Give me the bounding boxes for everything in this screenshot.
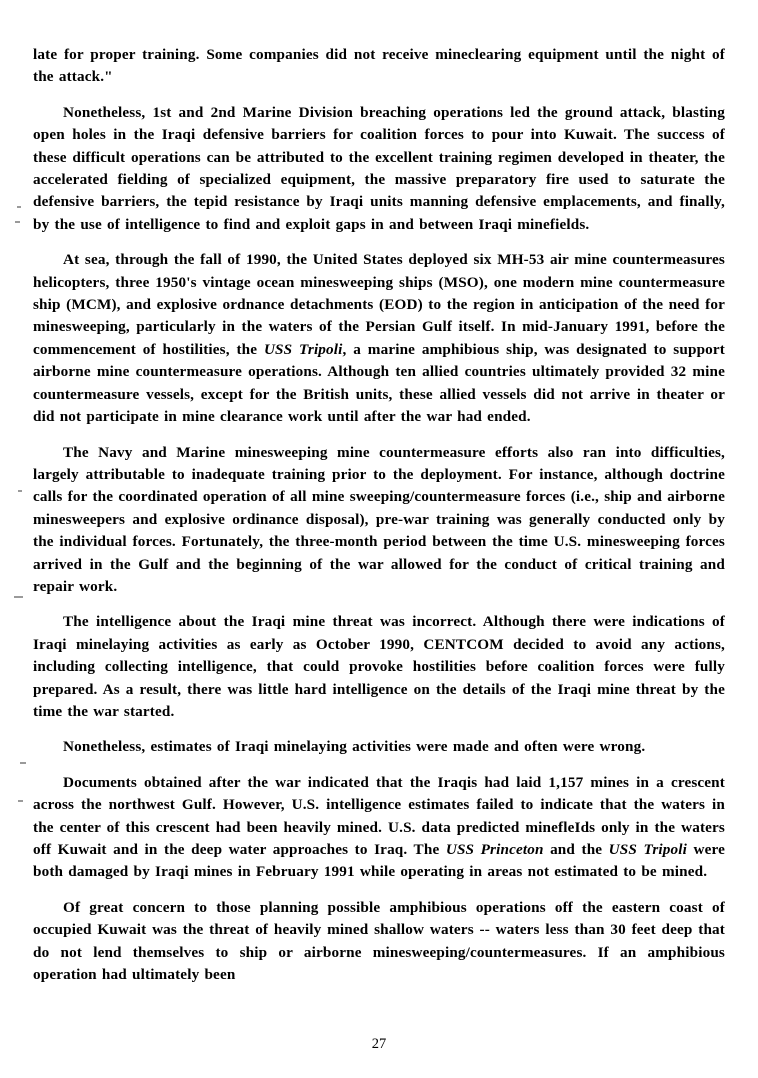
scan-artifact	[18, 800, 23, 802]
paragraph-navy-marine-minesweeping: The Navy and Marine minesweeping mine countermeasure efforts also ran into difficulties, largely attributable to inadequate training prior to the deployment. For instance, although doctrine calls for the coordinated operation of all mine sweeping/countermeasure forces (i.e., ship and airborne minesweepers and explosive ordinance disposal), pre-war training was generally conducted only by the individual forces. Fortunately, the three-month period between the time U.S. minesweeping forces arrived in the Gulf and the beginning of the war allowed for the conduct of critical training and repair work.	[33, 443, 725, 595]
paragraph-amphibious-operations: Of great concern to those planning possible amphibious operations off the eastern coast of occupied Kuwait was the threat of heavily mined shallow waters -- waters less than 30 feet deep that do not lend themselves to ship or airborne minesweeping/countermeasures. If an amphibious operation had ultimately been	[33, 898, 725, 984]
paragraph-text-segment: , a marine amphibious ship, was designated to support airborne mine countermeasure operations. Although ten allied countries ultimately provided 32 mine countermeasure vessels, except for the British units, these allied vessels did not arrive in theater or did not participate in mine clearance work until after the war had ended.	[33, 340, 726, 426]
paragraph-text-segment: At sea, through the fall of 1990, the United States deployed six MH-53 air mine countermeasures helicopters, three 1950's vintage ocean minesweeping ships (MSO), one modern mine countermeasure ship (MCM), and explosive ordnance detachments (EOD) to the region in anticipation of the need for minesweeping, particularly in the waters of the Persian Gulf itself. In mid-January 1991, before the commencement of hostilities, the	[33, 251, 725, 358]
scan-artifact	[20, 762, 26, 764]
paragraph-intelligence: The intelligence about the Iraqi mine threat was incorrect. Although there were indications of Iraqi minelaying activities as early as October 1990, CENTCOM decided to avoid any actions, including collecting intelligence, that could provoke hostilities before coalition forces were fully prepared. As a result, there was little hard intelligence on the details of the Iraqi mine threat by the time the war started.	[33, 613, 725, 720]
paragraph-text-segment: Documents obtained after the war indicated that the Iraqis had laid 1,157 mines in a crescent across the northwest Gulf. However, U.S. intelligence estimates failed to indicate that the waters in the center of this crescent had been heavily mined. U.S. data predicted minefleIds only in the waters off Kuwait and in the deep water approaches to Iraq. The	[33, 773, 725, 858]
scan-artifact	[18, 490, 22, 492]
ship-name-uss-tripoli: USS Tripoli	[263, 340, 343, 358]
paragraph-at-sea	[33, 249, 725, 428]
ship-name-uss-princeton: USS Princeton	[445, 841, 544, 858]
paragraph-breaching-operations: Nonetheless, 1st and 2nd Marine Division breaching operations led the ground attack, blasting open holes in the Iraqi defensive barriers for coalition forces to pour into Kuwait. The success of these difficult operations can be attributed to the excellent training regimen developed in theater, the accelerated fielding of specialized equipment, the massive preparatory fire used to saturate the defensive barriers, the tepid resistance by Iraqi units manning defensive emplacements, and finally, by the use of intelligence to find and exploit gaps in and between Iraqi minefields.	[33, 103, 725, 233]
paragraph-text-segment: were both damaged by Iraqi mines in February 1991 while operating in areas not estimated to be mined.	[33, 841, 726, 881]
scan-artifact	[14, 596, 23, 598]
scan-artifact	[15, 221, 20, 223]
page-number: 27	[371, 1036, 387, 1052]
paragraph-estimates: Nonetheless, estimates of Iraqi minelaying activities were made and often were wrong.	[63, 738, 646, 756]
ship-name-uss-tripoli: USS Tripoli	[608, 841, 687, 858]
scan-artifact	[17, 206, 21, 208]
page-body	[33, 44, 725, 986]
paragraph-continuation: late for proper training. Some companies did not receive mineclearing equipment until the night of the attack."	[33, 46, 725, 86]
paragraph-documents-obtained	[33, 772, 725, 884]
paragraph-text-segment: and the	[543, 841, 609, 858]
